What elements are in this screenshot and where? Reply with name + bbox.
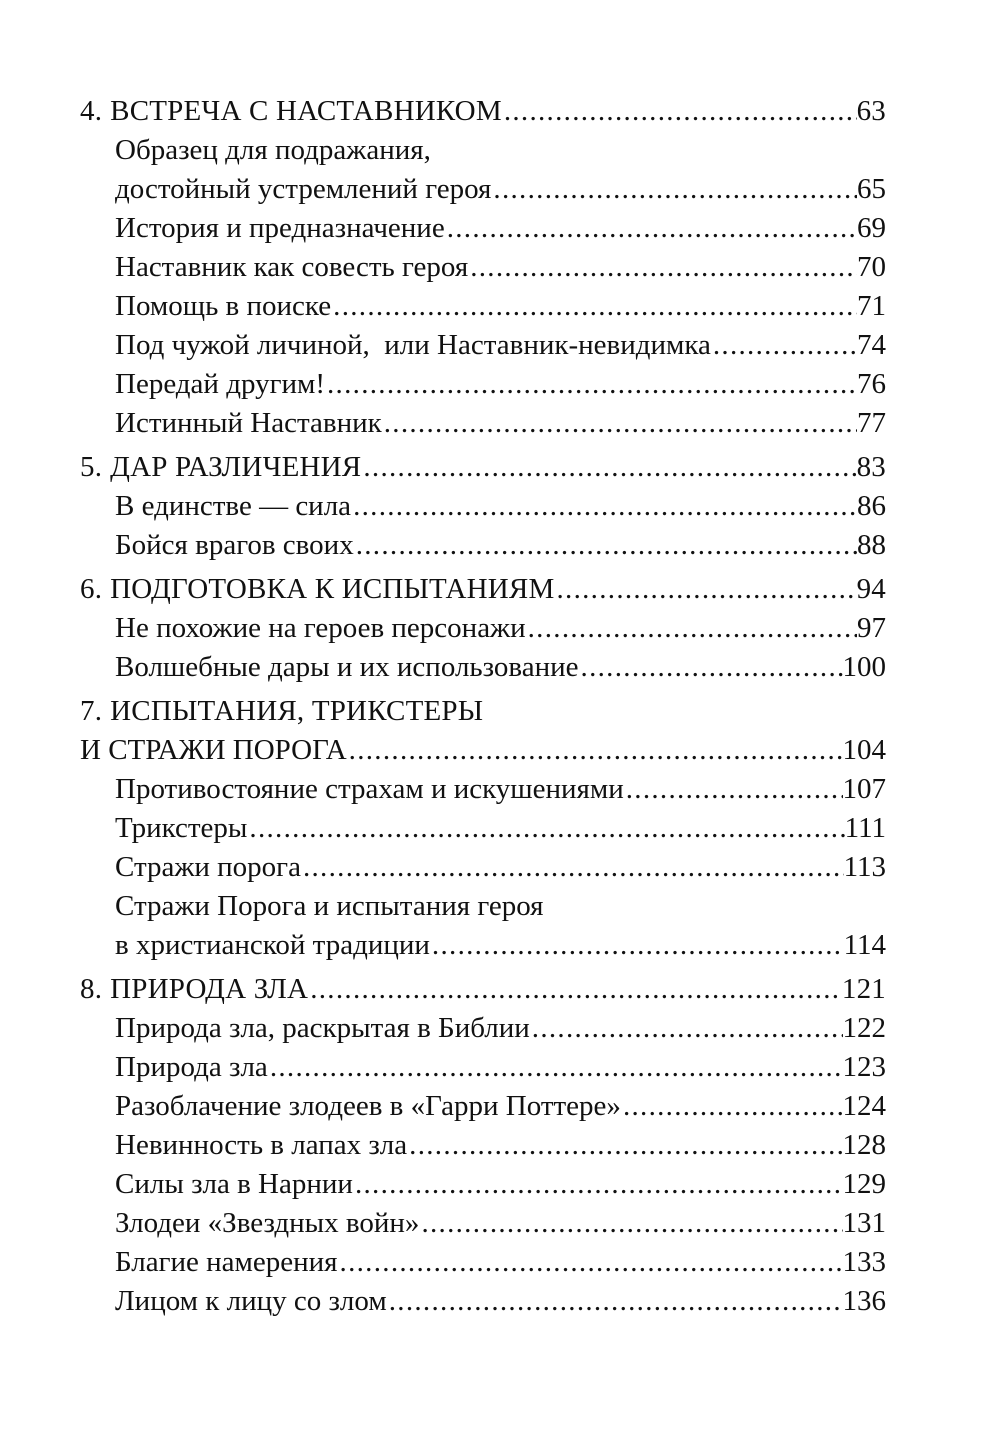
section-title: Силы зла в Нарнии (115, 1168, 353, 1200)
dot-leader (301, 848, 844, 887)
page-number: 74 (857, 329, 886, 361)
chapter-heading (80, 970, 308, 1009)
dot-leader (530, 1009, 843, 1048)
toc-section (80, 209, 886, 248)
dot-leader (268, 1048, 843, 1087)
dot-leader (382, 404, 857, 443)
page-number: 83 (856, 451, 886, 483)
page-number: 70 (857, 251, 886, 283)
page-number: 113 (843, 851, 886, 883)
page-number: 124 (842, 1090, 886, 1122)
toc-section (80, 1282, 886, 1321)
section-title: Противостояние страхам и искушениями (115, 773, 624, 805)
toc-chapter-6 (80, 570, 886, 609)
dot-leader (347, 731, 843, 770)
page-number: 114 (843, 929, 886, 961)
chapter-title: ДАР РАЗЛИЧЕНИЯ (110, 451, 362, 483)
dot-leader (387, 1282, 843, 1321)
toc-section-line (80, 131, 886, 170)
chapter-title: И СТРАЖИ ПОРОГА (80, 734, 347, 766)
page-number: 122 (842, 1012, 886, 1044)
toc-section (80, 365, 886, 404)
section-title: Природа зла, раскрытая в Библии (115, 1012, 530, 1044)
toc-section (80, 326, 886, 365)
section-title: Помощь в поиске (115, 290, 332, 322)
toc-section (80, 1204, 886, 1243)
page-number: 131 (842, 1207, 886, 1239)
page-number: 69 (857, 212, 886, 244)
toc-section (80, 1243, 886, 1282)
section-title: Бойся врагов своих (115, 529, 354, 561)
page-number: 100 (842, 651, 886, 683)
section-title: Природа зла (115, 1051, 268, 1083)
dot-leader (308, 970, 842, 1009)
chapter-title: ПРИРОДА ЗЛА (110, 973, 309, 1005)
toc-section (80, 926, 886, 965)
dot-leader (331, 287, 857, 326)
page-number: 121 (841, 973, 886, 1005)
page-number: 88 (857, 529, 886, 561)
dot-leader (579, 648, 843, 687)
dot-leader (353, 1165, 843, 1204)
chapter-number: 6. (80, 573, 103, 605)
toc-section (80, 248, 886, 287)
table-of-contents (80, 92, 886, 1321)
dot-leader (491, 170, 857, 209)
dot-leader (624, 770, 843, 809)
dot-leader (361, 448, 856, 487)
section-title: Передай другим! (115, 368, 325, 400)
chapter-heading (80, 692, 483, 731)
toc-section (80, 487, 886, 526)
toc-section (80, 1165, 886, 1204)
chapter-heading (80, 570, 554, 609)
toc-section (80, 404, 886, 443)
chapter-number: 7. (80, 695, 103, 727)
dot-leader (468, 248, 857, 287)
chapter-number: 8. (80, 973, 103, 1005)
dot-leader (325, 365, 857, 404)
toc-chapter-5 (80, 448, 886, 487)
page-number: 123 (842, 1051, 886, 1083)
chapter-heading (80, 448, 361, 487)
dot-leader (430, 926, 844, 965)
page-number: 128 (842, 1129, 886, 1161)
dot-leader (711, 326, 857, 365)
dot-leader (554, 570, 856, 609)
dot-leader (526, 609, 857, 648)
toc-chapter-4 (80, 92, 886, 131)
section-title: Стражи порога (115, 851, 301, 883)
page-number: 63 (856, 95, 886, 127)
section-title: Под чужой личиной, или Наставник-невидимка (115, 329, 711, 361)
page-number: 129 (842, 1168, 886, 1200)
dot-leader (621, 1087, 843, 1126)
dot-leader (407, 1126, 842, 1165)
dot-leader (354, 526, 857, 565)
toc-section (80, 1048, 886, 1087)
page-number: 65 (857, 173, 886, 205)
section-title: Благие намерения (115, 1246, 338, 1278)
page-number: 136 (842, 1285, 886, 1317)
chapter-number: 4. (80, 95, 103, 127)
page-number: 71 (857, 290, 886, 322)
section-title: История и предназначение (115, 212, 445, 244)
toc-section (80, 287, 886, 326)
toc-chapter-7 (80, 692, 886, 731)
toc-section (80, 1087, 886, 1126)
chapter-number: 5. (80, 451, 103, 483)
section-title: Наставник как совесть героя (115, 251, 469, 283)
section-title: Трикстеры (115, 812, 248, 844)
toc-section (80, 1126, 886, 1165)
section-title: Не похожие на героев персонажи (115, 612, 526, 644)
page-number: 104 (842, 734, 886, 766)
dot-leader (338, 1243, 843, 1282)
section-title-line1: Стражи Порога и испытания героя (115, 890, 544, 922)
section-title: Истинный Наставник (115, 407, 382, 439)
toc-section (80, 609, 886, 648)
toc-section (80, 770, 886, 809)
section-title: Лицом к лицу со злом (115, 1285, 387, 1317)
dot-leader (445, 209, 857, 248)
page-number: 111 (844, 812, 886, 844)
dot-leader (419, 1204, 842, 1243)
section-title: Волшебные дары и их использование (115, 651, 579, 683)
page-number: 76 (857, 368, 886, 400)
toc-section (80, 848, 886, 887)
section-title: достойный устремлений героя (115, 173, 492, 205)
section-title: Невинность в лапах зла (115, 1129, 408, 1161)
chapter-title: ПОДГОТОВКА К ИСПЫТАНИЯМ (110, 573, 555, 605)
toc-section (80, 526, 886, 565)
page-number: 86 (857, 490, 886, 522)
section-title: В единстве — сила (115, 490, 352, 522)
dot-leader (351, 487, 857, 526)
section-title-line1: Образец для подражания, (115, 134, 431, 166)
chapter-title-line1: ИСПЫТАНИЯ, ТРИКСТЕРЫ (110, 695, 484, 727)
dot-leader (502, 92, 857, 131)
toc-section (80, 648, 886, 687)
toc-chapter-7-continued (80, 731, 886, 770)
page-number: 107 (842, 773, 886, 805)
toc-chapter-8 (80, 970, 886, 1009)
dot-leader (247, 809, 844, 848)
chapter-heading (80, 92, 502, 131)
toc-section (80, 1009, 886, 1048)
toc-section-line (80, 887, 886, 926)
page-number: 94 (856, 573, 886, 605)
page-number: 97 (857, 612, 886, 644)
section-title: Разоблачение злодеев в «Гарри Поттере» (115, 1090, 621, 1122)
page-number: 77 (857, 407, 886, 439)
section-title: Злодеи «Звездных войн» (115, 1207, 420, 1239)
toc-section (80, 809, 886, 848)
page-number: 133 (842, 1246, 886, 1278)
toc-section (80, 170, 886, 209)
chapter-title: ВСТРЕЧА С НАСТАВНИКОМ (110, 95, 502, 127)
section-title: в христианской традиции (115, 929, 430, 961)
